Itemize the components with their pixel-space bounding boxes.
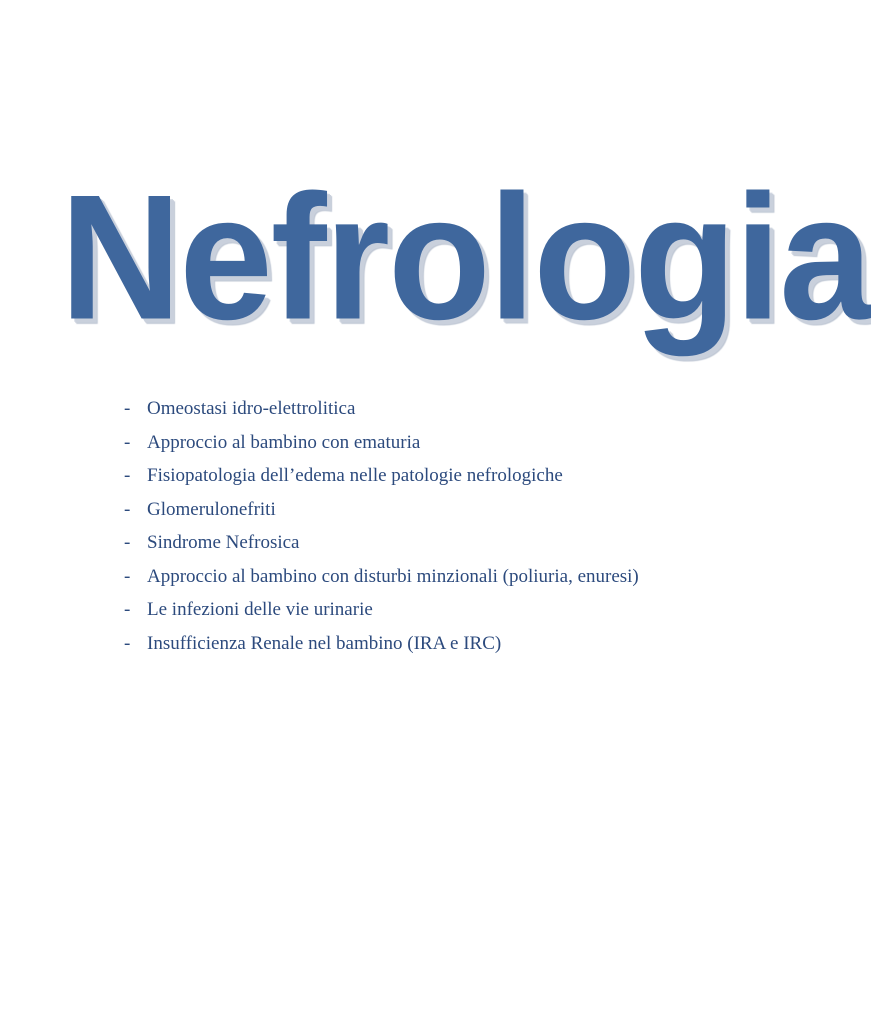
list-item: [124, 496, 639, 530]
bullet-dash: -: [124, 431, 131, 453]
bullet-dash: -: [124, 398, 131, 419]
list-item: [124, 395, 639, 429]
list-item: [124, 563, 639, 597]
bullet-dash: -: [124, 632, 131, 654]
list-item: [124, 429, 639, 463]
topic-label: Approccio al bambino con ematuria: [147, 431, 421, 453]
bullet-dash: -: [124, 565, 131, 587]
list-item: [124, 596, 639, 630]
topic-label: Glomerulonefriti: [147, 498, 276, 520]
list-item: [124, 462, 639, 496]
bullet-dash: -: [124, 465, 131, 486]
topic-label: Omeostasi idro-elettrolitica: [147, 398, 356, 419]
page-title: Nefrologia: [60, 157, 871, 357]
bullet-dash: -: [124, 599, 131, 620]
topic-list: [124, 395, 639, 663]
topic-label: Approccio al bambino con disturbi minzionali (poliuria, enuresi): [147, 565, 639, 587]
topic-label: Fisiopatologia dell’edema nelle patologie nefrologiche: [147, 465, 563, 486]
list-item: [124, 630, 639, 664]
list-item: [124, 529, 639, 563]
topic-label: Insufficienza Renale nel bambino (IRA e IRC): [147, 632, 502, 654]
topic-label: Sindrome Nefrosica: [147, 532, 300, 553]
topic-label: Le infezioni delle vie urinarie: [147, 599, 373, 620]
bullet-dash: -: [124, 532, 131, 553]
bullet-dash: -: [124, 498, 131, 520]
